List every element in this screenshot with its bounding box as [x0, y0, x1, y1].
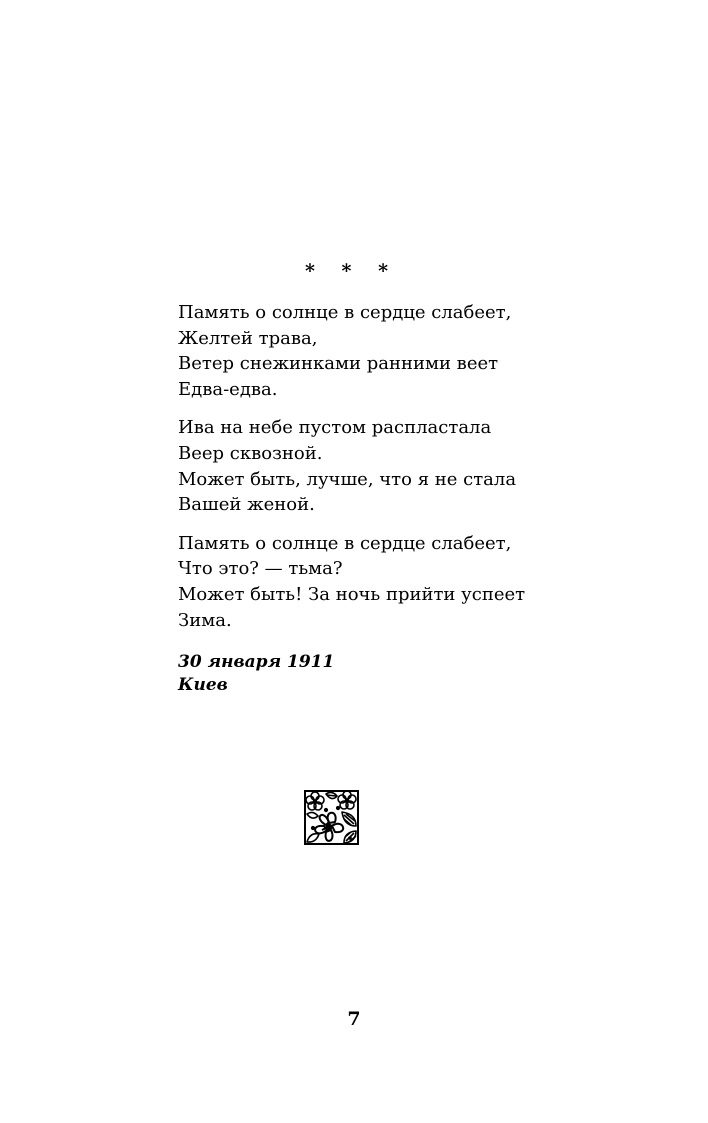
- poem-line: Веер сквозной.: [178, 442, 323, 464]
- floral-vignette-icon: [304, 790, 359, 845]
- poem-line: Ветер снежинками ранними веет: [178, 353, 499, 375]
- poem-place: Киев: [178, 675, 228, 695]
- poem-line: Может быть! За ночь прийти успеет: [178, 583, 526, 605]
- poem-body: [178, 300, 658, 633]
- page-number: 7: [347, 1008, 361, 1030]
- poem-dateline: [178, 651, 334, 697]
- poem-line: Может быть, лучше, что я не стала: [178, 468, 517, 490]
- poem-line: Что это? — тьма?: [178, 558, 343, 580]
- poem-line: Зима.: [178, 609, 232, 631]
- poem-line: Ива на небе пустом распластала: [178, 417, 492, 439]
- stanza-3: [178, 531, 658, 633]
- stanza-1: [178, 300, 658, 402]
- poem-line: Память о солнце в сердце слабеет,: [178, 302, 512, 323]
- poem-title: * * *: [305, 260, 399, 282]
- poem-line: Желтей трава,: [178, 327, 318, 349]
- poem-line: Память о солнце в сердце слабеет,: [178, 532, 512, 554]
- stanza-2: [178, 415, 658, 517]
- poem-line: Вашей женой.: [178, 494, 315, 516]
- poem-line: Едва-едва.: [178, 378, 278, 400]
- poem-date: 30 января 1911: [178, 652, 335, 672]
